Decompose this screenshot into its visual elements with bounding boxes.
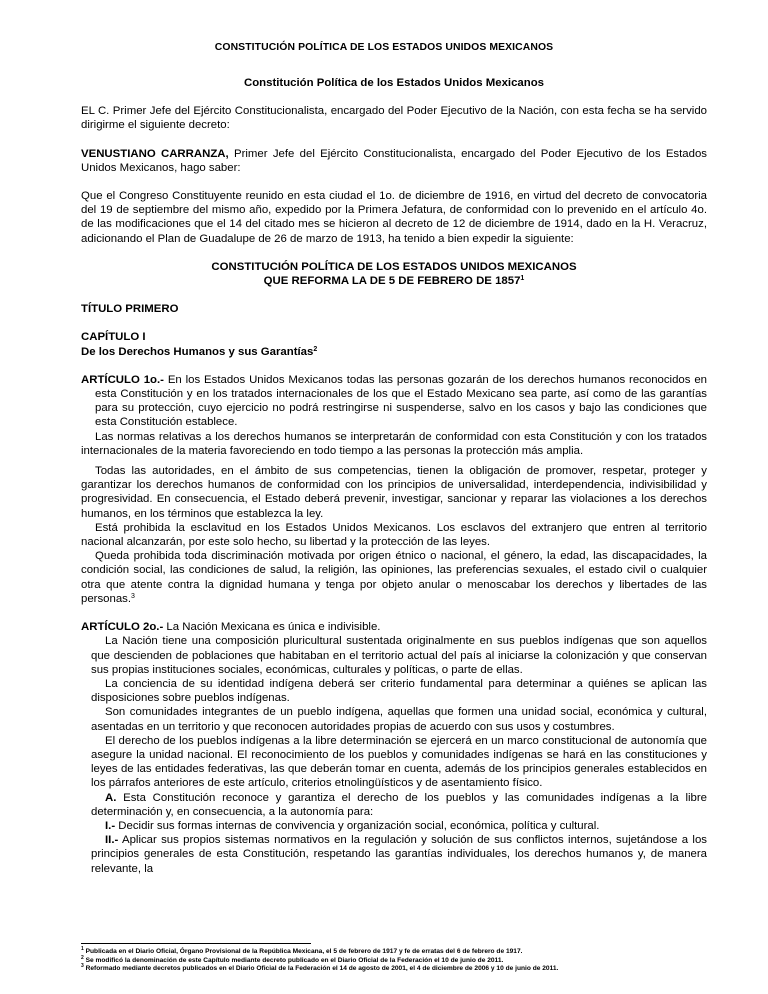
footnote-divider [81,943,311,944]
carranza-name: VENUSTIANO CARRANZA, [81,147,229,160]
constitution-heading [81,260,707,288]
carranza-text: Primer Jefe del Ejército Constitucionalista, encargado del Poder Ejecutivo de los Estados Unidos Mexicanos, hago saber: [81,147,707,174]
footnote-ref-1[interactable]: 1 [520,275,525,283]
article-1-paragraph-4: Está prohibida la esclavitud en los Estados Unidos Mexicanos. Los esclavos del extranjero que entren al territorio nacional alcanzarán, por este solo hecho, su libertad y la protección de las leyes. [81,521,707,549]
running-header: CONSTITUCIÓN POLÍTICA DE LOS ESTADOS UNIDOS MEXICANOS [214,42,554,53]
article-1-paragraph-5: Queda prohibida toda discriminación motivada por origen étnico o nacional, el género, la edad, las discapacidades, la condición social, las condiciones de salud, la religión, las opiniones, las preferencias sexuales, el estado civil o cualquier otra que atente contra la dignidad humana y tenga por objeto anular o menoscabar los derechos y libertades de las personas.$^3$ [81,550,707,605]
footnote-2: $^2$ Se modificó la denominación de este Capítulo mediante decreto publicado en el Diario Oficial de la Federación el 10 de junio de 2011. [81,954,504,964]
article-2-section-a: A. Esta Constitución reconoce y garantiza el derecho de los pueblos y las comunidades indígenas a la libre determinación y, en consecuencia, a la autonomía para: [91,791,707,818]
article-2-item-i: I.- Decidir sus formas internas de convivencia y organización social, económica, política y cultural. [105,819,600,832]
footnote-1: $^1$ Publicada en el Diario Oficial, Órgano Provisional de la República Mexicana, el 5 de febrero de 1917 y fe de erratas del 6 de febrero de 1917. [81,946,523,955]
footnote-ref-3[interactable]: 3 [131,592,135,600]
titulo-heading: TÍTULO PRIMERO [81,303,179,316]
article-1-label: ARTÍCULO 1o.- [81,373,164,386]
article-1-paragraph-1: ARTÍCULO 1o.- En los Estados Unidos Mexicanos todas las personas gozarán de los derechos humanos reconocidos en esta Constitución y en los tratados internacionales de los que el Estado Mexicano sea parte, así como de las garantías para su protección, cuyo ejercicio no podrá restringirse ni suspenderse, salvo en los casos y bajo las condiciones que esta Constitución establece. [81,373,707,429]
document-title: Constitución Política de los Estados Unidos Mexicanos [243,77,544,89]
article-2-paragraph-1: ARTÍCULO 2o.- La Nación Mexicana es única e indivisible. [81,621,381,634]
congress-paragraph: Que el Congreso Constituyente reunido en esta ciudad el 1o. de diciembre de 1916, en virtud del decreto de convocatoria del 19 de septiembre del mismo año, expedido por la Primera Jefatura, de conformidad con lo prevenido en el artículo 4o. de las modificaciones que el 14 del citado mes se hicieron al decreto de 12 de diciembre de 1914, dado en la H. Veracruz, adicionando el Plan de Guadalupe de 26 de marzo de 1913, ha tenido a bien expedir la siguiente: [81,190,707,245]
article-2-paragraph-3: La conciencia de su identidad indígena deberá ser criterio fundamental para determinar a quiénes se aplican las disposiciones sobre pueblos indígenas. [91,677,707,705]
article-1-paragraph-2: Las normas relativas a los derechos humanos se interpretarán de conformidad con esta Constitución y con los tratados internacionales de la materia favoreciendo en todo tiempo a las personas la protección más amplia. [81,430,707,457]
carranza-paragraph [81,147,707,175]
section-a-label: A. [105,791,117,804]
footnote-3: $^3$ Reformado mediante decretos publicados en el Diario Oficial de la Federación el 14 de agosto de 2001, el 4 de diciembre de 2006 y 10 de junio de 2011. [81,963,559,973]
article-2-item-ii: II.- Aplicar sus propios sistemas normativos en la regulación y solución de sus conflictos internos, sujetándose a los principios generales de esta Constitución, respetando las garantías individuales, los derechos humanos y, de manera relevante, la [91,834,707,875]
capitulo-name: De los Derechos Humanos y sus Garantías$^2$ [81,345,318,358]
capitulo-heading: CAPÍTULO I [81,331,146,344]
item-ii-label: II.- [105,834,119,847]
constitution-heading-line-1: CONSTITUCIÓN POLÍTICA DE LOS ESTADOS UNIDOS MEXICANOS [211,260,577,273]
article-1-paragraph-3: Todas las autoridades, en el ámbito de sus competencias, tienen la obligación de promover, respetar, proteger y garantizar los derechos humanos de conformidad con los principios de universalidad, interdependencia, indivisibilidad y progresividad. En consecuencia, el Estado deberá prevenir, investigar, sancionar y reparar las violaciones a los derechos humanos, en los términos que establezca la ley. [81,465,707,520]
constitution-heading-line-2: QUE REFORMA LA DE 5 DE FEBRERO DE 1857$^1$ [263,275,525,288]
article-2-paragraph-5: El derecho de los pueblos indígenas a la libre determinación se ejercerá en un marco constitucional de autonomía que asegure la unidad nacional. El reconocimiento de los pueblos y comunidades indígenas se hará en las constituciones y leyes de las entidades federativas, las que deberán tomar en cuenta, además de los principios generales establecidos en los párrafos anteriores de este artículo, criterios etnolingüísticos y de asentamiento físico. [91,734,707,790]
article-2-label: ARTÍCULO 2o.- [81,621,164,634]
footnotes [81,943,707,974]
article-2-paragraph-2: La Nación tiene una composición pluricultural sustentada originalmente en sus pueblos indígenas que son aquellos que descienden de poblaciones que habitaban en el territorio actual del país al iniciarse la colonización y que conservan sus propias instituciones sociales, económicas, culturales y políticas, o parte de ellas. [91,635,707,676]
item-i-label: I.- [105,819,116,832]
page-body [81,76,707,876]
footnote-ref-2[interactable]: 2 [313,345,318,353]
intro-paragraph: EL C. Primer Jefe del Ejército Constitucionalista, encargado del Poder Ejecutivo de la Nación, con esta fecha se ha servido dirigirme el siguiente decreto: [81,105,707,132]
article-2-paragraph-4: Son comunidades integrantes de un pueblo indígena, aquellas que formen una unidad social, económica y cultural, asentadas en un territorio y que reconocen autoridades propias de acuerdo con sus usos y costumbres. [91,706,707,733]
